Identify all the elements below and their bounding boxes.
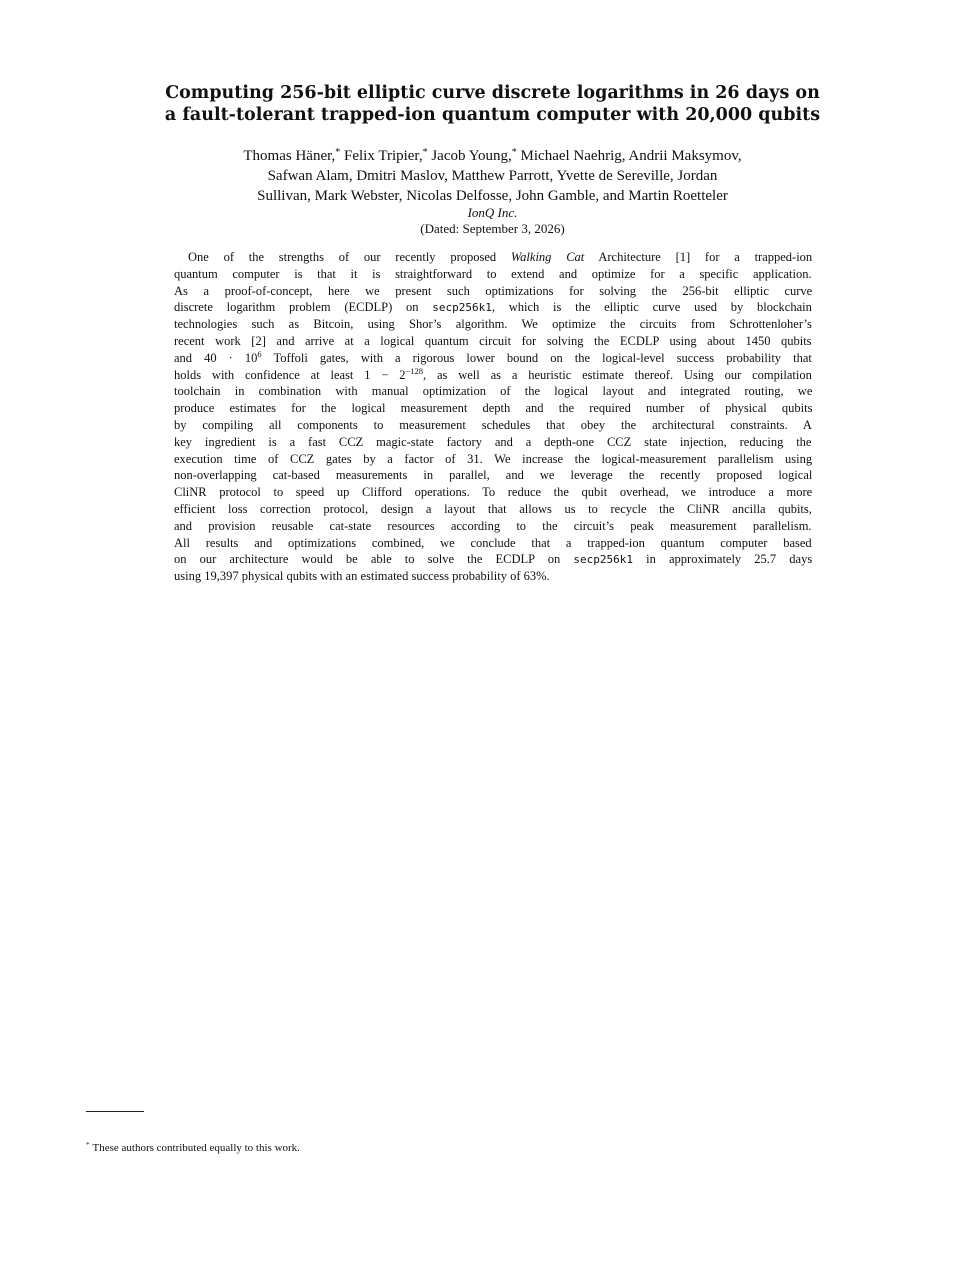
abstract-line: All results and optimizations combined, we conclude that a trapped-ion quantum computer based	[174, 535, 812, 550]
paper-title	[150, 82, 835, 126]
author-name: Michael Naehrig, Andrii Maksymov,	[516, 148, 742, 164]
author-line: Sullivan, Mark Webster, Nicolas Delfosse, John Gamble, and Martin Roetteler	[257, 188, 728, 204]
footnote-mark: *	[86, 1141, 90, 1149]
abstract-line: recent work [2] and arrive at a logical quantum circuit for solving the ECDLP using about 1450 qubits	[174, 333, 812, 348]
abstract-line: technologies such as Bitcoin, using Shor’s algorithm. We optimize the circuits from Schrottenloher’s	[174, 317, 812, 332]
curve-name: secp256k1	[432, 301, 492, 315]
footnote-rule	[86, 1111, 144, 1112]
abstract-line: One of the strengths of our recently proposed Walking Cat Architecture [1] for a trapped-ion	[188, 250, 813, 264]
abstract-line: on our architecture would be able to solve the ECDLP on secp256k1 in approximately 25.7 days	[174, 552, 813, 567]
abstract-line: execution time of CCZ gates by a factor of 31. We increase the logical-measurement parallelism using	[174, 451, 813, 466]
title-line: a fault-tolerant trapped-ion quantum computer with 20,000 qubits	[164, 105, 821, 125]
curve-name: secp256k1	[573, 553, 634, 567]
abstract-line: by compiling all components to measurement schedules that obey the architectural constraints. A	[174, 417, 812, 432]
abstract-line: using 19,397 physical qubits with an estimated success probability of 63%.	[174, 569, 550, 584]
abstract-line: holds with confidence at least $1 - 2^{-128}$, as well as a heuristic estimate thereof. Using our compilation	[174, 365, 812, 382]
author-name: Thomas Häner,	[243, 148, 336, 164]
author-name: Jacob Young,	[427, 148, 512, 164]
abstract-line: and $40 \cdot 10^6$ Toffoli gates, with a rigorous lower bound on the logical-level success probability that	[174, 348, 812, 365]
architecture-name: Walking Cat	[510, 250, 585, 264]
author-line	[150, 146, 835, 166]
abstract-line: efficient loss correction protocol, design a layout that allows us to recycle the CliNR ancilla qubits,	[174, 501, 812, 516]
footnote	[86, 1141, 300, 1155]
abstract-line: produce estimates for the logical measurement depth and the required number of physical qubits	[174, 401, 813, 416]
abstract-line: key ingredient is a fast CCZ magic-state factory and a depth-one CCZ state injection, reducing the	[174, 434, 812, 449]
abstract-line: discrete logarithm problem (ECDLP) on secp256k1, which is the elliptic curve used by blockchain	[174, 300, 812, 315]
abstract-line: toolchain in combination with manual optimization of the logical layout and integrated routing, we	[174, 384, 813, 399]
author-list	[150, 146, 835, 206]
abstract-line: As a proof-of-concept, here we present such optimizations for solving the 256-bit elliptic curve	[174, 283, 813, 298]
abstract-line: quantum computer is that it is straightforward to extend and optimize for a specific application.	[174, 266, 812, 281]
abstract-line: non-overlapping cat-based measurements in parallel, and we leverage the recently proposed logical	[174, 468, 813, 483]
author-name: Felix Tripier,	[340, 148, 423, 164]
affiliation: IonQ Inc.	[467, 205, 518, 220]
footnote-text: These authors contributed equally to this work.	[92, 1142, 300, 1154]
date-line: (Dated: September 3, 2026)	[420, 221, 565, 236]
equal-contribution-mark: *	[511, 147, 517, 158]
abstract-line: and provision reusable cat-state resources according to the circuit’s peak measurement parallelism.	[174, 518, 812, 533]
author-line: Safwan Alam, Dmitri Maslov, Matthew Parrott, Yvette de Sereville, Jordan	[267, 168, 718, 184]
equal-contribution-mark: *	[422, 147, 428, 158]
equal-contribution-mark: *	[335, 147, 341, 158]
abstract	[174, 249, 812, 585]
abstract-line: CliNR protocol to speed up Clifford operations. To reduce the qubit overhead, we introduce a more	[174, 485, 813, 500]
title-line: Computing 256-bit elliptic curve discrete logarithms in 26 days on	[165, 83, 820, 103]
